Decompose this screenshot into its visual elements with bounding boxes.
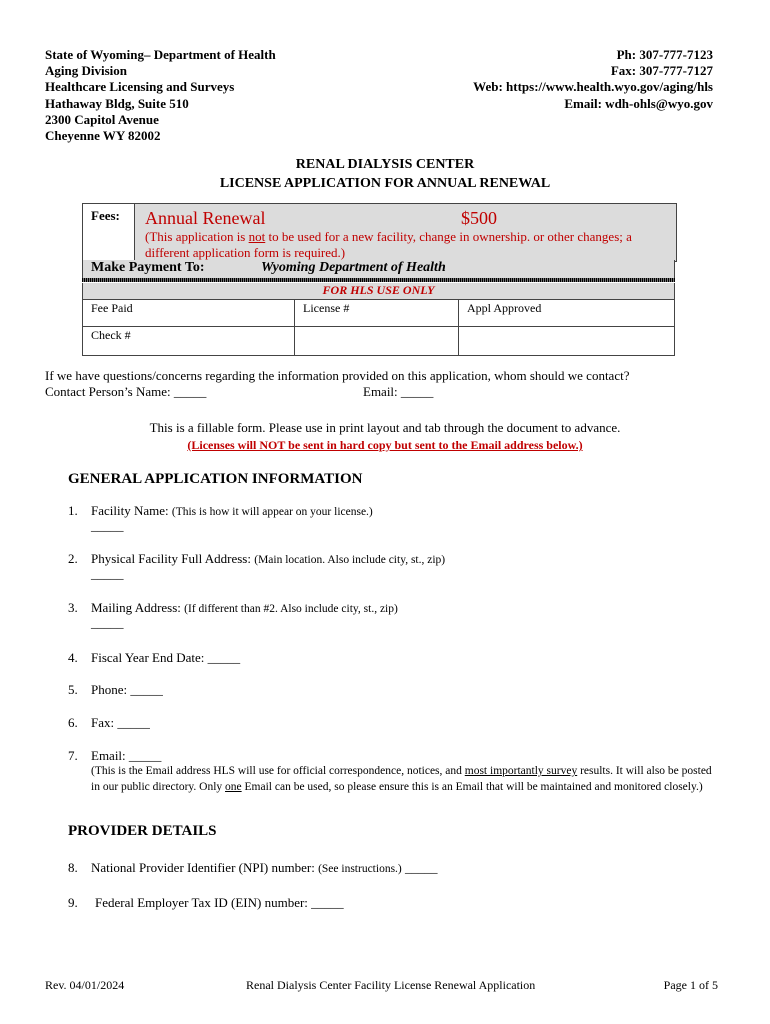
fee-note-text: to be used for a new facility, change in ownership. or other changes; a different application form is required.) (145, 229, 632, 260)
fee-note (145, 229, 673, 260)
hls-use-only-label: FOR HLS USE ONLY (82, 283, 675, 299)
empty-cell[interactable] (294, 326, 459, 356)
hardcopy-warning: (Licenses will NOT be sent in hard copy but sent to the Email address below.) (187, 438, 583, 452)
item-number: 6. (68, 715, 78, 730)
physical-address-text: Physical Facility Full Address: (91, 551, 255, 566)
footer-page-number: Page 1 of 5 (663, 978, 718, 992)
appl-approved-cell[interactable] (458, 299, 675, 327)
agency-line: Aging Division (45, 63, 127, 79)
document-title-line2: LICENSE APPLICATION FOR ANNUAL RENEWAL (219, 176, 551, 191)
agency-line: Hathaway Bldg, Suite 510 (45, 95, 189, 111)
item-number: 1. (68, 503, 78, 518)
license-number-label: License # (303, 301, 350, 315)
email-field[interactable]: Email: _____ (91, 748, 162, 763)
fee-item: Annual Renewal (145, 208, 266, 228)
email-note-underline: most importantly survey (464, 765, 578, 777)
email-note-text: results. It will also be posted in our public directory. Only (91, 765, 712, 793)
physical-address-label (91, 551, 445, 567)
agency-contact-block (473, 47, 713, 112)
contact-name-field[interactable]: Contact Person’s Name: _____ (45, 384, 207, 399)
item-number: 7. (68, 748, 78, 763)
facility-name-hint: (This is how it will appear on your license.) (171, 506, 373, 518)
npi-hint: (See instructions.) (318, 863, 402, 875)
email-note-text: Email can be used, so please ensure this is an Email that will be maintained and monitored closely.) (241, 780, 703, 793)
fees-box (82, 203, 677, 262)
mailing-address-label (91, 600, 398, 616)
agency-line: Healthcare Licensing and Surveys (45, 79, 235, 95)
fees-label: Fees: (83, 204, 135, 261)
contact-email-field[interactable]: Email: _____ (363, 384, 434, 399)
check-number-label: Check # (91, 328, 131, 342)
phone-field[interactable]: Phone: _____ (91, 682, 163, 697)
item-number: 9. (68, 895, 78, 910)
footer-document-name: Renal Dialysis Center Facility License Renewal Application (246, 978, 536, 992)
facility-name-text: Facility Name: (91, 503, 172, 518)
payment-payee: Wyoming Department of Health (261, 260, 446, 275)
facility-name-field[interactable]: _____ (91, 518, 124, 533)
agency-line: Cheyenne WY 82002 (45, 128, 161, 144)
fax-line: Fax: 307-777-7127 (610, 63, 713, 79)
agency-address-block (45, 47, 276, 144)
email-note-one: one (225, 780, 242, 793)
email-note-text: (This is the Email address HLS will use for official correspondence, notices, and (91, 765, 465, 777)
mailing-address-hint: (If different than #2. Also include city, st., zip) (184, 603, 398, 615)
agency-line: 2300 Capitol Avenue (45, 111, 159, 127)
email-note (91, 764, 721, 795)
provider-details-heading: PROVIDER DETAILS (68, 823, 217, 839)
fee-price: $500 (461, 208, 497, 228)
item-number: 3. (68, 600, 78, 615)
mailing-address-text: Mailing Address: (91, 600, 185, 615)
fillable-note: This is a fillable form. Please use in print layout and tab through the document to advance. (149, 420, 621, 435)
fiscal-year-end-field[interactable]: Fiscal Year End Date: _____ (91, 650, 241, 665)
fee-paid-label: Fee Paid (91, 301, 133, 315)
item-number: 2. (68, 551, 78, 566)
email-line: Email: wdh-ohls@wyo.gov (564, 95, 713, 111)
item-number: 4. (68, 650, 78, 665)
general-info-heading: GENERAL APPLICATION INFORMATION (68, 471, 363, 487)
fax-field[interactable]: Fax: _____ (91, 715, 150, 730)
empty-cell[interactable] (458, 326, 675, 356)
fee-note-not: not (248, 229, 266, 244)
item-number: 5. (68, 682, 78, 697)
fee-note-text: (This application is (145, 229, 249, 244)
web-line: Web: https://www.health.wyo.gov/aging/hls (473, 79, 713, 95)
agency-line: State of Wyoming– Department of Health (45, 47, 276, 62)
payment-label: Make Payment To: (91, 260, 205, 275)
facility-name-label (91, 503, 373, 519)
item-number: 8. (68, 860, 78, 875)
footer-revision: Rev. 04/01/2024 (45, 978, 125, 992)
npi-field[interactable] (91, 860, 438, 876)
fee-paid-cell[interactable] (82, 299, 295, 327)
npi-blank[interactable]: _____ (401, 860, 438, 875)
ein-field[interactable]: Federal Employer Tax ID (EIN) number: _____ (95, 895, 344, 910)
check-number-cell[interactable] (82, 326, 295, 356)
document-title-line1: RENAL DIALYSIS CENTER (295, 157, 475, 172)
appl-approved-label: Appl Approved (467, 301, 542, 315)
npi-label: National Provider Identifier (NPI) number: (91, 860, 319, 875)
physical-address-hint: (Main location. Also include city, st., zip) (254, 554, 446, 566)
divider-strip (82, 278, 675, 282)
phone-line: Ph: 307-777-7123 (616, 47, 713, 62)
mailing-address-field[interactable]: _____ (91, 615, 124, 630)
physical-address-field[interactable]: _____ (91, 566, 124, 581)
contact-question: If we have questions/concerns regarding the information provided on this application, whom should we contact? (45, 368, 630, 383)
license-number-cell[interactable] (294, 299, 459, 327)
payment-row (82, 260, 675, 280)
